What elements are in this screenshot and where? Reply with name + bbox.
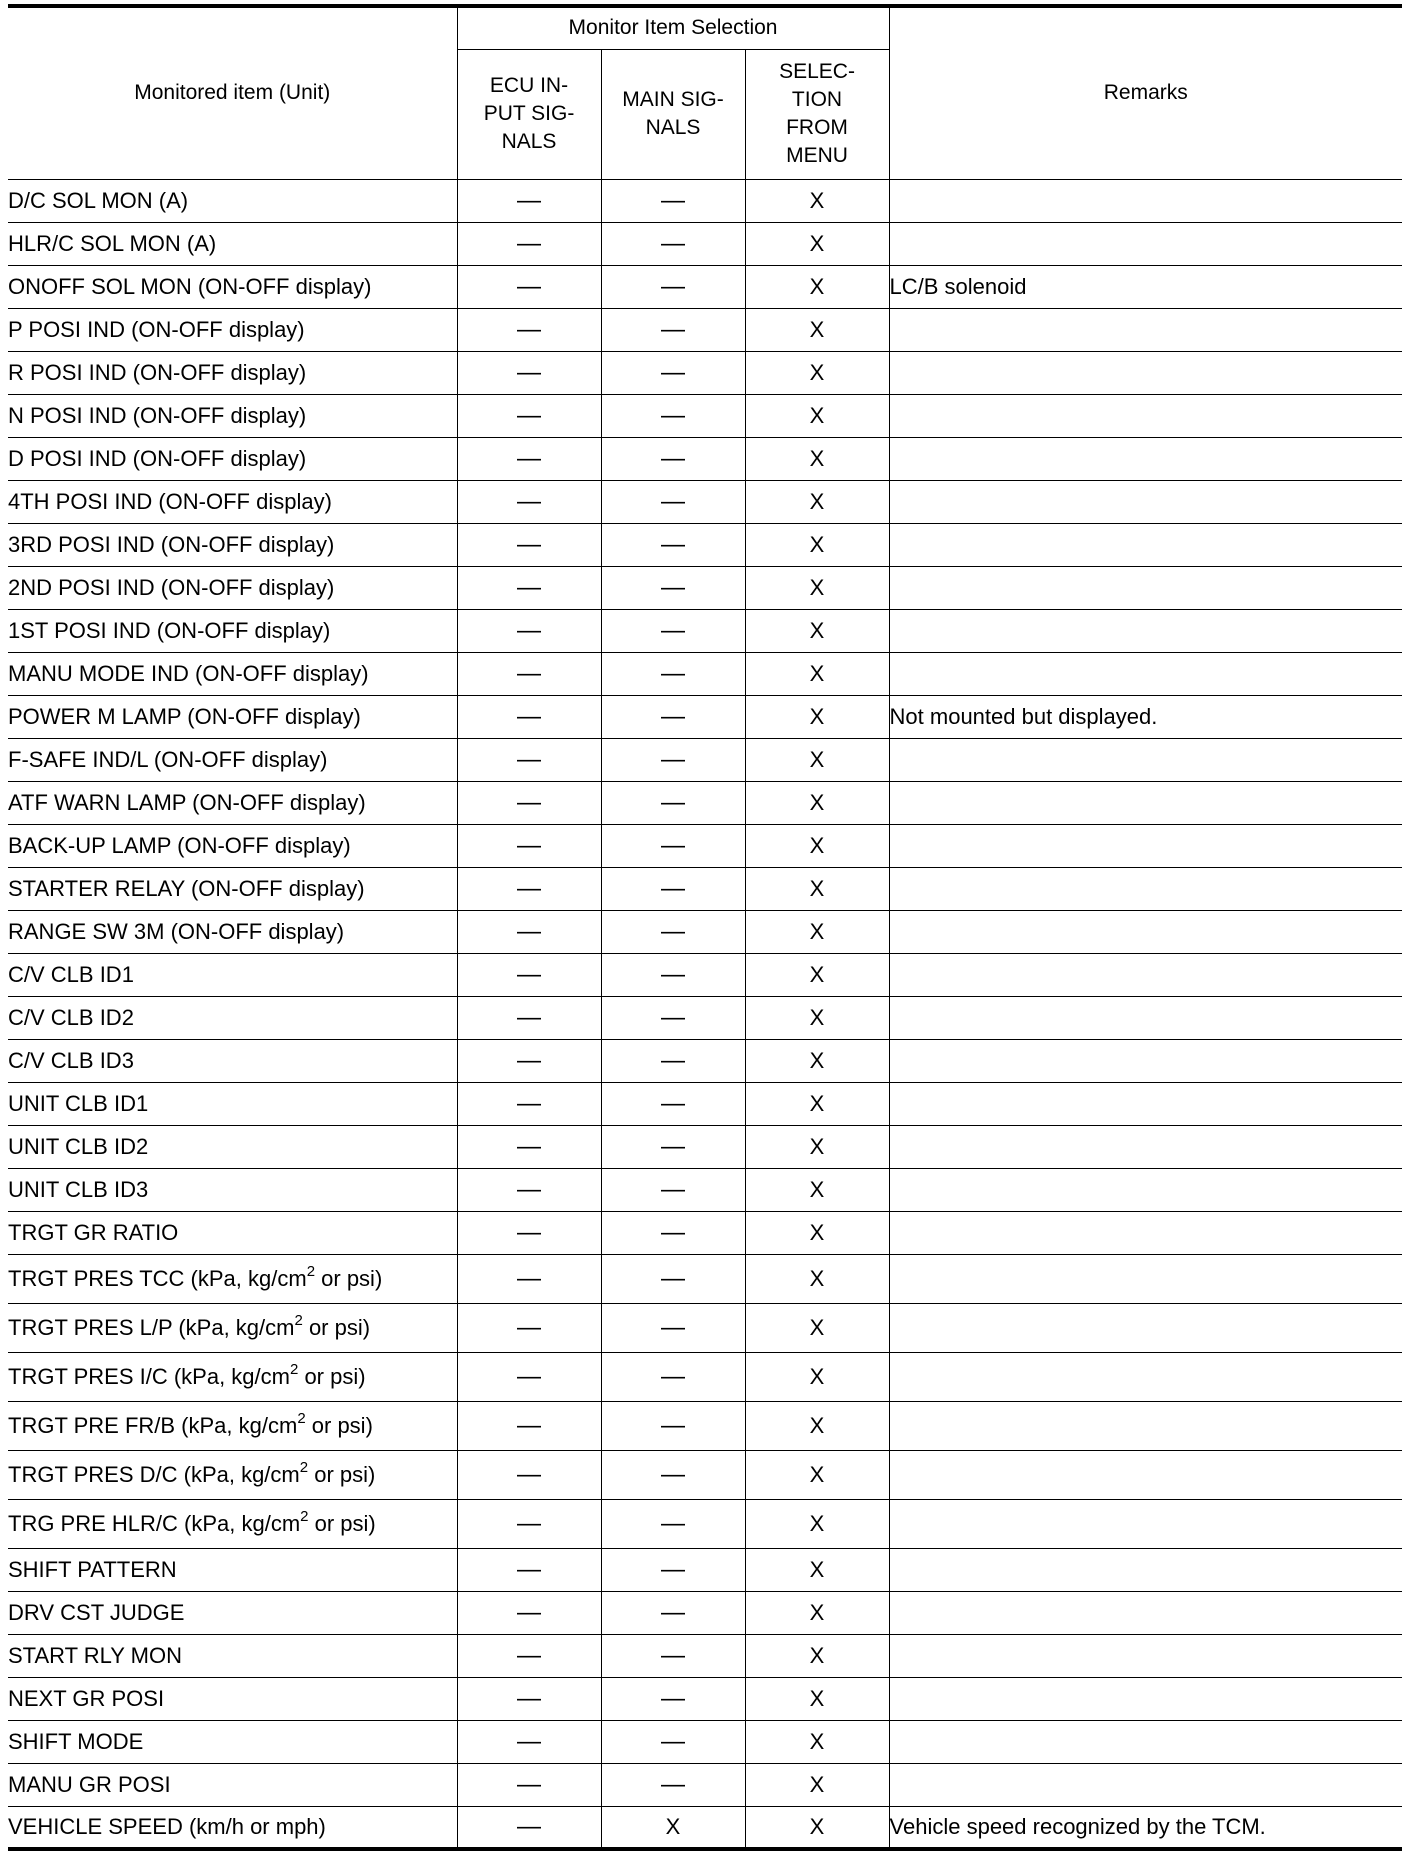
ecu-input-mark: — [457, 1634, 601, 1677]
main-signal-mark: — [601, 351, 745, 394]
ecu-input-mark: — [457, 1450, 601, 1499]
item-text: or psi) [308, 1510, 376, 1536]
remarks-cell [889, 609, 1402, 652]
ecu-input-mark: — [457, 1211, 601, 1254]
main-signal-mark: — [601, 222, 745, 265]
table-row [8, 695, 1402, 738]
superscript: 2 [306, 1262, 316, 1280]
monitored-item: VEHICLE SPEED (km/h or mph) [8, 1806, 457, 1849]
table-row [8, 1720, 1402, 1763]
menu-selection-mark: X [745, 1677, 889, 1720]
item-text: TRGT PRES D/C (kPa, kg/cm [8, 1461, 300, 1487]
menu-selection-mark: X [745, 695, 889, 738]
monitored-item: SHIFT PATTERN [8, 1548, 457, 1591]
monitored-item: ATF WARN LAMP (ON-OFF display) [8, 781, 457, 824]
menu-selection-mark: X [745, 351, 889, 394]
menu-selection-mark: X [745, 1211, 889, 1254]
menu-selection-mark: X [745, 953, 889, 996]
table-row [8, 1591, 1402, 1634]
menu-selection-mark: X [745, 781, 889, 824]
menu-selection-mark: X [745, 566, 889, 609]
menu-selection-mark: X [745, 1720, 889, 1763]
table-row [8, 1677, 1402, 1720]
ecu-input-mark: — [457, 265, 601, 308]
monitored-item: POWER M LAMP (ON-OFF display) [8, 695, 457, 738]
ecu-input-mark: — [457, 1401, 601, 1450]
monitored-item [8, 1499, 457, 1548]
main-signal-mark: — [601, 609, 745, 652]
ecu-input-mark: — [457, 738, 601, 781]
table-row [8, 566, 1402, 609]
remarks-cell [889, 953, 1402, 996]
menu-selection-mark: X [745, 179, 889, 222]
header-remarks: Remarks [889, 6, 1402, 179]
menu-selection-mark: X [745, 652, 889, 695]
menu-selection-mark: X [745, 1548, 889, 1591]
header-line: MENU [786, 144, 848, 167]
item-text: TRGT PRES I/C (kPa, kg/cm [8, 1363, 290, 1389]
table-row [8, 1211, 1402, 1254]
header-line: PUT SIG- [483, 102, 575, 125]
ecu-input-mark: — [457, 222, 601, 265]
monitored-item: HLR/C SOL MON (A) [8, 222, 457, 265]
remarks-cell [889, 394, 1402, 437]
superscript: 2 [300, 1507, 309, 1525]
table-row [8, 1806, 1402, 1849]
main-signal-mark: — [601, 523, 745, 566]
item-text: TRGT PRES L/P (kPa, kg/cm [8, 1314, 295, 1340]
table-row [8, 609, 1402, 652]
menu-selection-mark: X [745, 523, 889, 566]
main-signal-mark: — [601, 738, 745, 781]
main-signal-mark: — [601, 394, 745, 437]
remarks-cell [889, 308, 1402, 351]
header-monitor-item-selection: Monitor Item Selection [457, 6, 889, 49]
monitored-item: 3RD POSI IND (ON-OFF display) [8, 523, 457, 566]
main-signal-mark: — [601, 1082, 745, 1125]
remarks-cell [889, 222, 1402, 265]
monitored-item: SHIFT MODE [8, 1720, 457, 1763]
header-line: MAIN SIG- [622, 88, 724, 111]
menu-selection-mark: X [745, 1352, 889, 1401]
menu-selection-mark: X [745, 437, 889, 480]
ecu-input-mark: — [457, 523, 601, 566]
table-row [8, 1039, 1402, 1082]
menu-selection-mark: X [745, 222, 889, 265]
menu-selection-mark: X [745, 1254, 889, 1303]
header-line: FROM [786, 116, 848, 139]
monitored-item: RANGE SW 3M (ON-OFF display) [8, 910, 457, 953]
header-ecu-input-signals [457, 49, 601, 179]
table-row [8, 781, 1402, 824]
monitored-item: UNIT CLB ID3 [8, 1168, 457, 1211]
table-row [8, 996, 1402, 1039]
table-row [8, 1168, 1402, 1211]
ecu-input-mark: — [457, 480, 601, 523]
header-line: TION [791, 88, 843, 111]
remarks-cell [889, 1763, 1402, 1806]
table-row [8, 1499, 1402, 1548]
monitored-item [8, 1352, 457, 1401]
ecu-input-mark: — [457, 652, 601, 695]
remarks-cell [889, 1082, 1402, 1125]
menu-selection-mark: X [745, 609, 889, 652]
item-text: TRG PRE HLR/C (kPa, kg/cm [8, 1510, 301, 1536]
main-signal-mark: — [601, 1254, 745, 1303]
remarks-cell [889, 996, 1402, 1039]
remarks-cell [889, 1401, 1402, 1450]
monitored-item: F-SAFE IND/L (ON-OFF display) [8, 738, 457, 781]
menu-selection-mark: X [745, 824, 889, 867]
main-signal-mark: — [601, 953, 745, 996]
table-row [8, 824, 1402, 867]
remarks-cell [889, 824, 1402, 867]
ecu-input-mark: — [457, 1125, 601, 1168]
monitored-item [8, 1450, 457, 1499]
menu-selection-mark: X [745, 867, 889, 910]
menu-selection-mark: X [745, 1499, 889, 1548]
header-selection-from-menu [745, 49, 889, 179]
monitored-item: BACK-UP LAMP (ON-OFF display) [8, 824, 457, 867]
table-row [8, 867, 1402, 910]
remarks-cell [889, 1591, 1402, 1634]
item-text: or psi) [315, 1265, 383, 1291]
ecu-input-mark: — [457, 910, 601, 953]
menu-selection-mark: X [745, 308, 889, 351]
menu-selection-mark: X [745, 394, 889, 437]
main-signal-mark: — [601, 1352, 745, 1401]
ecu-input-mark: — [457, 1082, 601, 1125]
main-signal-mark: — [601, 1168, 745, 1211]
monitor-item-table [8, 4, 1402, 1851]
menu-selection-mark: X [745, 265, 889, 308]
menu-selection-mark: X [745, 1591, 889, 1634]
monitored-item: MANU MODE IND (ON-OFF display) [8, 652, 457, 695]
ecu-input-mark: — [457, 1677, 601, 1720]
menu-selection-mark: X [745, 738, 889, 781]
main-signal-mark: — [601, 1499, 745, 1548]
remarks-cell [889, 1125, 1402, 1168]
monitored-item [8, 1401, 457, 1450]
main-signal-mark: — [601, 265, 745, 308]
ecu-input-mark: — [457, 1548, 601, 1591]
menu-selection-mark: X [745, 1039, 889, 1082]
monitored-item: ONOFF SOL MON (ON-OFF display) [8, 265, 457, 308]
item-text: TRGT PRES TCC (kPa, kg/cm [8, 1265, 307, 1291]
ecu-input-mark: — [457, 867, 601, 910]
remarks-cell [889, 1168, 1402, 1211]
monitored-item: 2ND POSI IND (ON-OFF display) [8, 566, 457, 609]
superscript: 2 [299, 1458, 309, 1476]
menu-selection-mark: X [745, 480, 889, 523]
table-row [8, 394, 1402, 437]
ecu-input-mark: — [457, 609, 601, 652]
ecu-input-mark: — [457, 1039, 601, 1082]
main-signal-mark: — [601, 1763, 745, 1806]
ecu-input-mark: — [457, 1806, 601, 1849]
main-signal-mark: — [601, 179, 745, 222]
main-signal-mark: — [601, 695, 745, 738]
main-signal-mark: — [601, 1450, 745, 1499]
remarks-cell: Vehicle speed recognized by the TCM. [889, 1806, 1402, 1849]
main-signal-mark: — [601, 1548, 745, 1591]
ecu-input-mark: — [457, 824, 601, 867]
superscript: 2 [294, 1311, 303, 1329]
table-row [8, 910, 1402, 953]
main-signal-mark: X [601, 1806, 745, 1849]
table-row [8, 523, 1402, 566]
monitored-item [8, 1303, 457, 1352]
superscript: 2 [289, 1360, 299, 1378]
main-signal-mark: — [601, 1211, 745, 1254]
menu-selection-mark: X [745, 910, 889, 953]
main-signal-mark: — [601, 1401, 745, 1450]
main-signal-mark: — [601, 910, 745, 953]
header-main-signals [601, 49, 745, 179]
remarks-cell [889, 738, 1402, 781]
remarks-cell [889, 1499, 1402, 1548]
table-row [8, 1548, 1402, 1591]
menu-selection-mark: X [745, 1401, 889, 1450]
ecu-input-mark: — [457, 781, 601, 824]
remarks-cell [889, 652, 1402, 695]
ecu-input-mark: — [457, 308, 601, 351]
main-signal-mark: — [601, 1039, 745, 1082]
ecu-input-mark: — [457, 1254, 601, 1303]
ecu-input-mark: — [457, 695, 601, 738]
table-row [8, 222, 1402, 265]
monitored-item: DRV CST JUDGE [8, 1591, 457, 1634]
menu-selection-mark: X [745, 1082, 889, 1125]
ecu-input-mark: — [457, 1591, 601, 1634]
remarks-cell [889, 179, 1402, 222]
main-signal-mark: — [601, 480, 745, 523]
item-text: or psi) [302, 1314, 371, 1340]
table-row [8, 265, 1402, 308]
remarks-cell [889, 910, 1402, 953]
monitored-item: C/V CLB ID3 [8, 1039, 457, 1082]
menu-selection-mark: X [745, 1806, 889, 1849]
table-row [8, 1352, 1402, 1401]
remarks-cell [889, 1720, 1402, 1763]
remarks-cell [889, 1352, 1402, 1401]
monitored-item: STARTER RELAY (ON-OFF display) [8, 867, 457, 910]
ecu-input-mark: — [457, 1720, 601, 1763]
main-signal-mark: — [601, 996, 745, 1039]
table-row [8, 1125, 1402, 1168]
ecu-input-mark: — [457, 566, 601, 609]
main-signal-mark: — [601, 1125, 745, 1168]
ecu-input-mark: — [457, 1499, 601, 1548]
table-row [8, 179, 1402, 222]
remarks-cell [889, 1303, 1402, 1352]
main-signal-mark: — [601, 1591, 745, 1634]
main-signal-mark: — [601, 1720, 745, 1763]
monitored-item: TRGT GR RATIO [8, 1211, 457, 1254]
table-row [8, 1254, 1402, 1303]
menu-selection-mark: X [745, 996, 889, 1039]
monitored-item: START RLY MON [8, 1634, 457, 1677]
ecu-input-mark: — [457, 351, 601, 394]
remarks-cell: Not mounted but displayed. [889, 695, 1402, 738]
table-row [8, 652, 1402, 695]
remarks-cell [889, 781, 1402, 824]
main-signal-mark: — [601, 437, 745, 480]
remarks-cell [889, 1634, 1402, 1677]
remarks-cell [889, 566, 1402, 609]
monitored-item: 1ST POSI IND (ON-OFF display) [8, 609, 457, 652]
remarks-cell [889, 1254, 1402, 1303]
table-row [8, 308, 1402, 351]
main-signal-mark: — [601, 824, 745, 867]
remarks-cell [889, 867, 1402, 910]
monitored-item: P POSI IND (ON-OFF display) [8, 308, 457, 351]
remarks-cell [889, 1450, 1402, 1499]
monitored-item: D/C SOL MON (A) [8, 179, 457, 222]
table-row [8, 1401, 1402, 1450]
main-signal-mark: — [601, 1303, 745, 1352]
monitored-item: D POSI IND (ON-OFF display) [8, 437, 457, 480]
menu-selection-mark: X [745, 1168, 889, 1211]
monitored-item: 4TH POSI IND (ON-OFF display) [8, 480, 457, 523]
table-row [8, 1303, 1402, 1352]
ecu-input-mark: — [457, 953, 601, 996]
header-line: SELEC- [779, 60, 855, 83]
main-signal-mark: — [601, 1634, 745, 1677]
document-page [8, 4, 1402, 1851]
monitored-item: MANU GR POSI [8, 1763, 457, 1806]
ecu-input-mark: — [457, 179, 601, 222]
table-row [8, 437, 1402, 480]
remarks-cell [889, 1548, 1402, 1591]
main-signal-mark: — [601, 1677, 745, 1720]
monitored-item: NEXT GR POSI [8, 1677, 457, 1720]
main-signal-mark: — [601, 308, 745, 351]
remarks-cell [889, 1211, 1402, 1254]
header-line: ECU IN- [489, 74, 569, 97]
menu-selection-mark: X [745, 1125, 889, 1168]
monitored-item: N POSI IND (ON-OFF display) [8, 394, 457, 437]
item-text: TRGT PRE FR/B (kPa, kg/cm [8, 1412, 298, 1438]
remarks-cell [889, 523, 1402, 566]
item-text: or psi) [305, 1412, 373, 1438]
table-row [8, 1450, 1402, 1499]
ecu-input-mark: — [457, 394, 601, 437]
header-line: NALS [501, 130, 557, 153]
table-row [8, 953, 1402, 996]
main-signal-mark: — [601, 652, 745, 695]
table-row [8, 1763, 1402, 1806]
table-row [8, 738, 1402, 781]
monitored-item: UNIT CLB ID1 [8, 1082, 457, 1125]
ecu-input-mark: — [457, 1303, 601, 1352]
ecu-input-mark: — [457, 1168, 601, 1211]
main-signal-mark: — [601, 867, 745, 910]
menu-selection-mark: X [745, 1303, 889, 1352]
ecu-input-mark: — [457, 1352, 601, 1401]
main-signal-mark: — [601, 781, 745, 824]
header-monitored-item: Monitored item (Unit) [8, 6, 457, 179]
menu-selection-mark: X [745, 1450, 889, 1499]
ecu-input-mark: — [457, 437, 601, 480]
remarks-cell [889, 1677, 1402, 1720]
table-row [8, 1634, 1402, 1677]
remarks-cell [889, 437, 1402, 480]
remarks-cell [889, 480, 1402, 523]
superscript: 2 [297, 1409, 306, 1427]
monitored-item: UNIT CLB ID2 [8, 1125, 457, 1168]
menu-selection-mark: X [745, 1634, 889, 1677]
remarks-cell [889, 351, 1402, 394]
monitored-item: C/V CLB ID2 [8, 996, 457, 1039]
monitored-item [8, 1254, 457, 1303]
ecu-input-mark: — [457, 1763, 601, 1806]
header-line: NALS [645, 116, 701, 139]
monitored-item: R POSI IND (ON-OFF display) [8, 351, 457, 394]
remarks-cell: LC/B solenoid [889, 265, 1402, 308]
item-text: or psi) [308, 1461, 376, 1487]
menu-selection-mark: X [745, 1763, 889, 1806]
main-signal-mark: — [601, 566, 745, 609]
monitored-item: C/V CLB ID1 [8, 953, 457, 996]
remarks-cell [889, 1039, 1402, 1082]
ecu-input-mark: — [457, 996, 601, 1039]
item-text: or psi) [298, 1363, 366, 1389]
table-row [8, 351, 1402, 394]
table-row [8, 1082, 1402, 1125]
table-row [8, 480, 1402, 523]
